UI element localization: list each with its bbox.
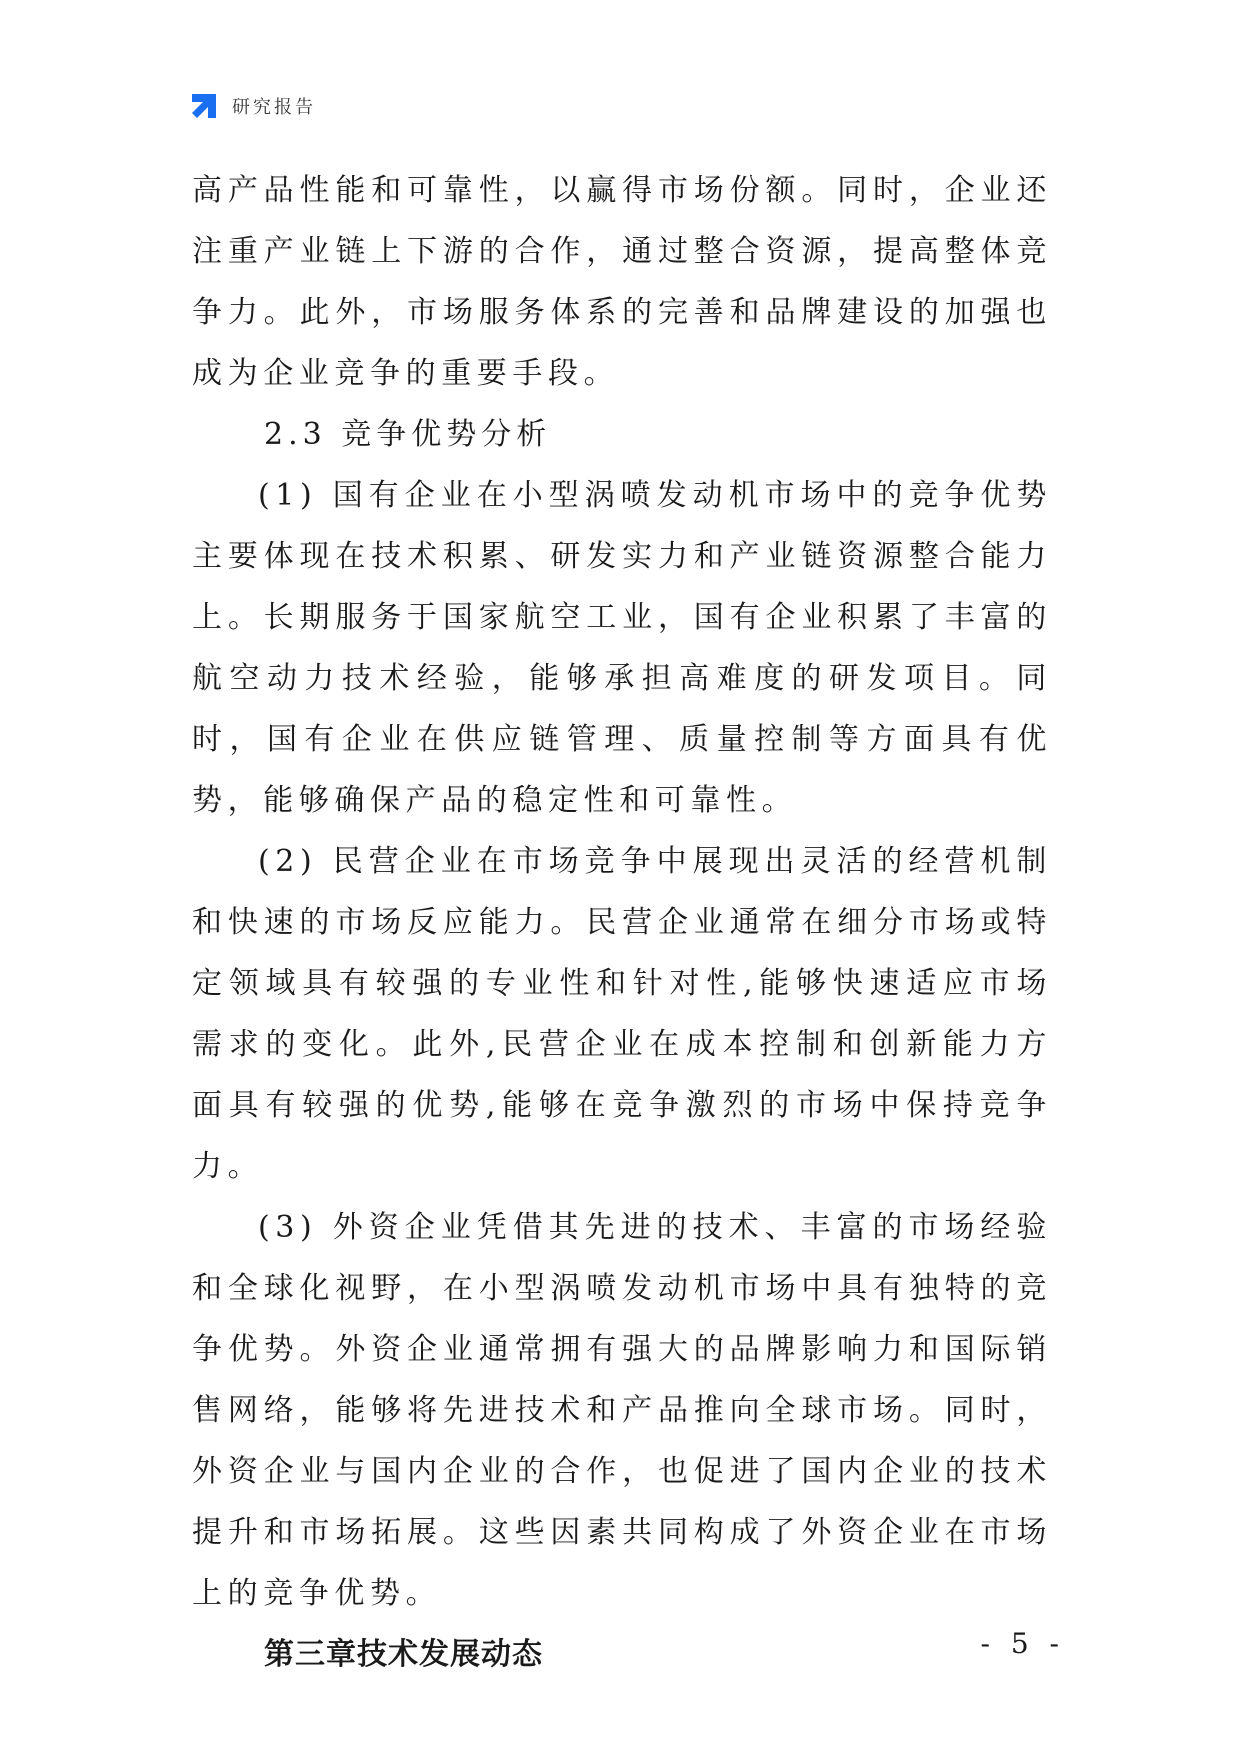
page-number: - 5 - (980, 1627, 1065, 1660)
page-header (188, 88, 316, 124)
arrow-up-right-icon (188, 90, 220, 122)
paragraph-foreign: (3) 外资企业凭借其先进的技术、丰富的市场经验和全球化视野，在小型涡喷发动机市场中具有独特的竞争优势。外资企业通常拥有强大的品牌影响力和国际销售网络，能够将先进技术和产品推向全球市场。同时，外资企业与国内企业的合作，也促进了国内企业的技术提升和市场拓展。这些因素共同构成了外资企业在市场上的竞争优势。 (192, 1210, 1052, 1611)
paragraph-intro: 高产品性能和可靠性，以赢得市场份额。同时，企业还注重产业链上下游的合作，通过整合资源，提高整体竞争力。此外，市场服务体系的完善和品牌建设的加强也成为企业竞争的重要手段。 (192, 173, 1052, 391)
paragraph-private: (2) 民营企业在市场竞争中展现出灵活的经营机制和快速的市场反应能力。民营企业通常在细分市场或特定领域具有较强的专业性和针对性,能够快速适应市场需求的变化。此外,民营企业在成本控制和创新能力方面具有较强的优势,能够在竞争激烈的市场中保持竞争力。 (192, 844, 1052, 1184)
paragraph-state-owned: (1) 国有企业在小型涡喷发动机市场中的竞争优势主要体现在技术积累、研发实力和产业链资源整合能力上。长期服务于国家航空工业，国有企业积累了丰富的航空动力技术经验，能够承担高难度的研发项目。同时，国有企业在供应链管理、质量控制等方面具有优势，能够确保产品的稳定性和可靠性。 (192, 478, 1052, 818)
section-heading: 2.3 竞争优势分析 (264, 417, 552, 452)
header-title: 研究报告 (232, 97, 316, 118)
document-body (192, 160, 1052, 1685)
chapter-heading: 第三章技术发展动态 (264, 1637, 543, 1672)
